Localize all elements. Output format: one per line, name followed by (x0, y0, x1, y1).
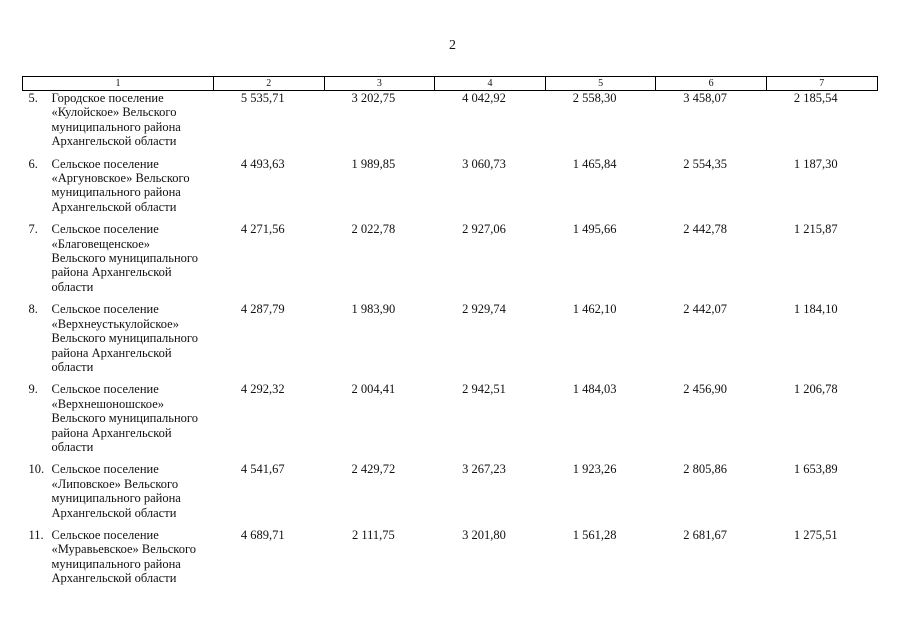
row-number: 5. (28, 91, 38, 105)
value-cell-col-6: 2 442,78 (683, 222, 728, 237)
value-cell-col-2: 4 541,67 (240, 462, 285, 477)
value-cell-col-2: 4 271,56 (240, 222, 285, 237)
value-cell-col-6: 2 442,07 (683, 302, 728, 317)
value-cell-col-4: 4 042,92 (462, 91, 506, 105)
value-cell-col-4: 3 060,73 (462, 156, 506, 171)
settlement-name: Сельское поселение «Верхнешоношское» Вельского муниципального района Архангельской области (51, 382, 198, 454)
column-header-6: 6 (656, 77, 767, 91)
column-header-2: 2 (214, 77, 325, 91)
settlement-name: Сельское поселение «Муравьевское» Вельского муниципального района Архангельской области (51, 527, 197, 586)
value-cell-col-7: 1 275,51 (793, 527, 838, 542)
value-cell-col-4: 2 942,51 (462, 382, 506, 397)
value-cell-col-7: 1 653,89 (793, 462, 838, 477)
table-row (23, 528, 878, 594)
value-cell-col-3: 2 111,75 (351, 527, 395, 542)
value-cell-col-5: 1 923,26 (572, 462, 617, 477)
column-header-1: 1 (23, 77, 214, 91)
settlement-name: Городское поселение «Кулойское» Вельского муниципального района Архангельской области (51, 91, 181, 149)
table-row (23, 91, 878, 157)
value-cell-col-4: 2 927,06 (462, 222, 506, 237)
row-number: 9. (28, 382, 38, 397)
settlement-name: Сельское поселение «Аргуновское» Вельского муниципального района Архангельской области (51, 156, 190, 214)
table-body (23, 91, 878, 594)
data-table (22, 76, 878, 594)
table-row (23, 462, 878, 528)
value-cell-col-5: 1 484,03 (572, 382, 617, 397)
value-cell-col-4: 3 267,23 (462, 462, 506, 477)
row-name-cell (23, 302, 214, 382)
value-cell-col-3: 1 983,90 (351, 302, 396, 317)
column-header-7: 7 (766, 77, 877, 91)
value-cell-col-2: 5 535,71 (240, 91, 285, 105)
row-number: 7. (28, 222, 38, 237)
value-cell-col-7: 1 184,10 (793, 302, 838, 317)
value-cell-col-2: 4 287,79 (240, 302, 285, 317)
row-number: 6. (28, 156, 38, 171)
column-header-3: 3 (324, 77, 435, 91)
value-cell-col-5: 2 558,30 (572, 91, 617, 105)
value-cell-col-4: 3 201,80 (462, 527, 506, 542)
row-name-cell (23, 528, 214, 594)
row-name-cell (23, 462, 214, 528)
row-number: 8. (28, 302, 38, 317)
page-number: 2 (449, 38, 456, 53)
column-header-5: 5 (545, 77, 656, 91)
settlement-name: Сельское поселение «Благовещенское» Вельского муниципального района Архангельской области (51, 222, 198, 294)
settlement-name: Сельское поселение «Верхнеустькулойское» Вельского муниципального района Архангельской области (51, 302, 198, 374)
table-row (23, 382, 878, 462)
value-cell-col-6: 2 805,86 (683, 462, 728, 477)
value-cell-col-6: 2 681,67 (683, 527, 728, 542)
value-cell-col-3: 2 429,72 (351, 462, 396, 477)
row-number: 11. (28, 527, 44, 542)
value-cell-col-4: 2 929,74 (462, 302, 506, 317)
value-cell-col-7: 1 215,87 (793, 222, 838, 237)
value-cell-col-5: 1 495,66 (572, 222, 617, 237)
value-cell-col-7: 2 185,54 (793, 91, 838, 105)
value-cell-col-5: 1 465,84 (572, 156, 617, 171)
value-cell-col-2: 4 493,63 (240, 156, 285, 171)
value-cell-col-5: 1 462,10 (572, 302, 617, 317)
settlement-name: Сельское поселение «Липовское» Вельского муниципального района Архангельской области (51, 462, 181, 520)
value-cell-col-2: 4 292,32 (240, 382, 285, 397)
row-number: 10. (28, 462, 45, 477)
value-cell-col-6: 3 458,07 (683, 91, 728, 105)
row-name-cell (23, 222, 214, 302)
value-cell-col-7: 1 206,78 (793, 382, 838, 397)
value-cell-col-7: 1 187,30 (793, 156, 838, 171)
value-cell-col-2: 4 689,71 (240, 527, 285, 542)
value-cell-col-3: 1 989,85 (351, 156, 396, 171)
value-cell-col-6: 2 456,90 (683, 382, 728, 397)
row-name-cell (23, 157, 214, 223)
value-cell-col-3: 2 004,41 (351, 382, 396, 397)
header-row (23, 77, 878, 91)
value-cell-col-6: 2 554,35 (683, 156, 728, 171)
table-header (23, 77, 878, 91)
value-cell-col-3: 2 022,78 (351, 222, 396, 237)
value-cell-col-5: 1 561,28 (572, 527, 617, 542)
value-cell-col-3: 3 202,75 (351, 91, 396, 105)
row-name-cell (23, 382, 214, 462)
table-row (23, 157, 878, 223)
column-header-4: 4 (435, 77, 546, 91)
table-row (23, 222, 878, 302)
row-name-cell (23, 91, 214, 157)
table-row (23, 302, 878, 382)
